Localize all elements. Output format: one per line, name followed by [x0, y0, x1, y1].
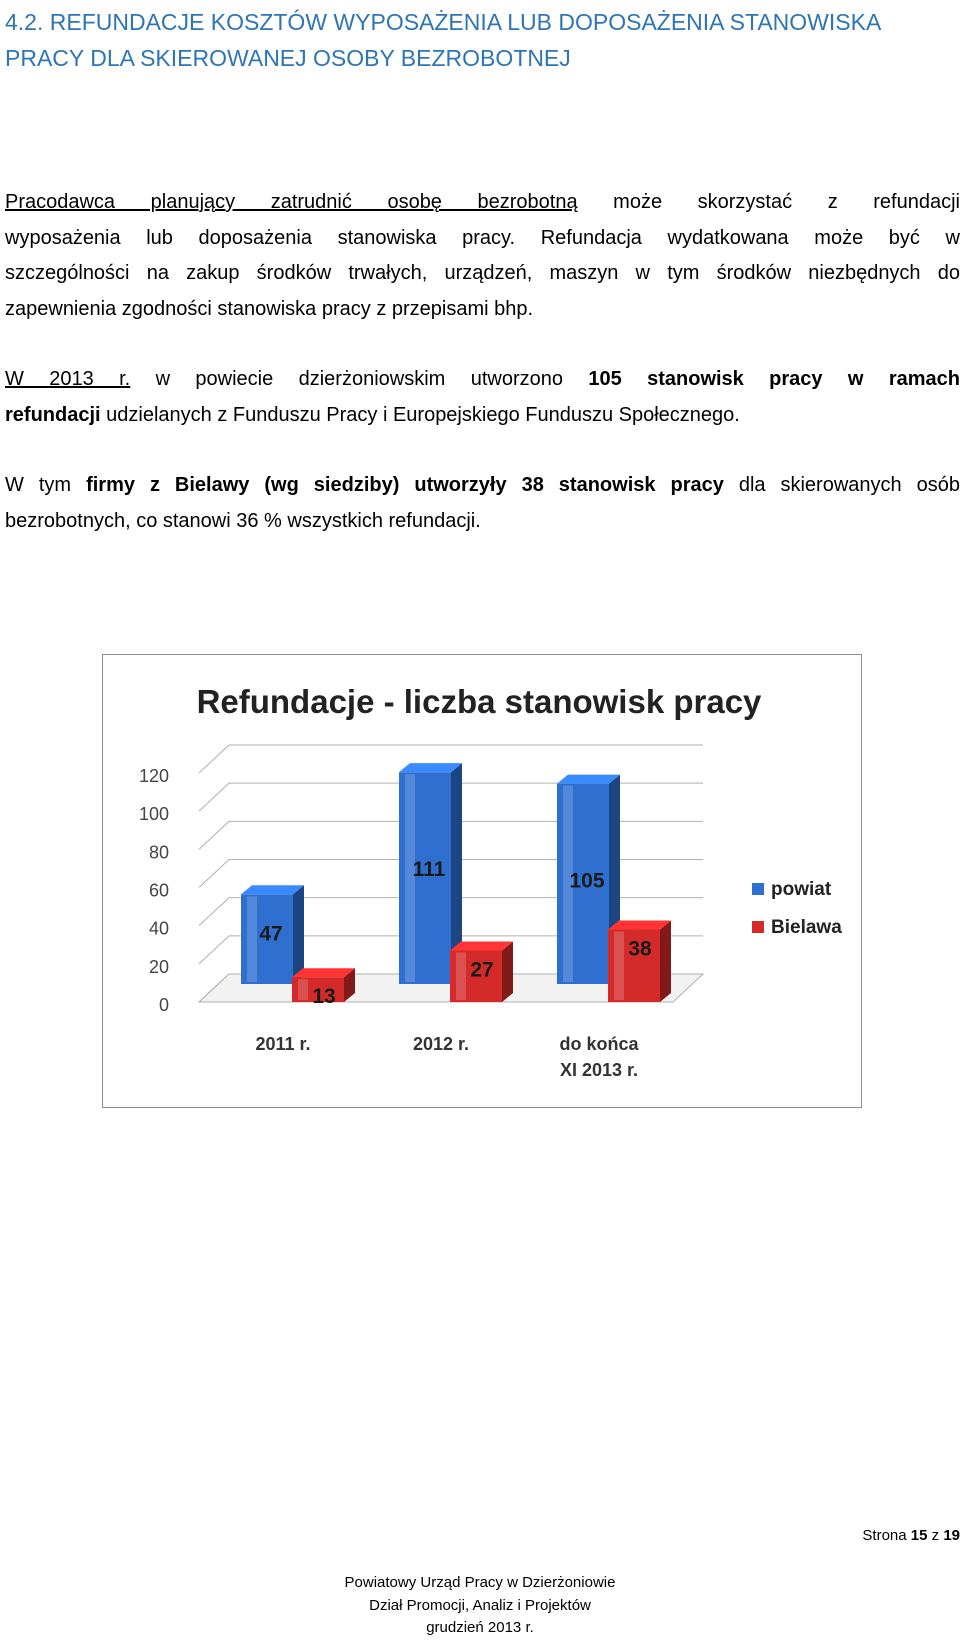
- page-number: [862, 1527, 960, 1544]
- chart-data-label: 47: [259, 922, 283, 946]
- chart-data-label: 27: [470, 958, 494, 982]
- chart-data-label: 13: [312, 985, 336, 1009]
- chart-bar-top-powiat-0: [241, 885, 304, 894]
- section-heading: [5, 4, 955, 76]
- footer-line-1: Powiatowy Urząd Pracy w Dzierżoniowie: [344, 1574, 616, 1591]
- chart-x-tick-label: do końca: [559, 1034, 639, 1054]
- page-number-total: 19: [943, 1527, 960, 1544]
- paragraph-2: [5, 362, 960, 433]
- chart-legend-label: powiat: [771, 879, 832, 900]
- chart-x-tick-label: 2012 r.: [412, 1034, 470, 1054]
- chart-title: Refundacje - liczba stanowisk pracy: [196, 683, 762, 720]
- p2-bold-2: refundacji: [5, 403, 101, 426]
- page-number-current: 15: [910, 1527, 928, 1544]
- chart-gridline-side: [199, 898, 229, 926]
- chart-legend-swatch-Bielawa: [752, 921, 764, 933]
- chart-gridline-side: [199, 860, 229, 888]
- chart-data-label: 111: [412, 858, 446, 882]
- p2-year-text: W 2013 r.: [5, 368, 131, 390]
- chart-bar-top-powiat-1: [399, 763, 462, 772]
- chart-bar-shine-Bielawa-0: [298, 979, 308, 1000]
- paragraph-3: [5, 468, 960, 539]
- chart-bar-side-Bielawa-1: [502, 941, 513, 1002]
- chart-y-tick-label: 20: [148, 956, 169, 977]
- p1-line-2: wyposażenia lub doposażenia stanowiska pracy. Refundacja wydatkowana może być w: [5, 226, 960, 249]
- chart-y-tick-label: 120: [138, 766, 169, 786]
- chart-y-tick-label: 40: [148, 918, 169, 939]
- p2-line-2: [5, 398, 960, 434]
- chart-bar-shine-Bielawa-1: [456, 952, 466, 1000]
- p3-line-1: [5, 468, 960, 504]
- page-footer: [0, 1572, 960, 1640]
- chart-x-tick-label: 2011 r.: [255, 1034, 311, 1054]
- p3-text-c: dla skierowanych osób: [723, 474, 960, 496]
- chart-legend-swatch-powiat: [752, 883, 764, 895]
- chart-bar-top-Bielawa-0: [292, 968, 355, 977]
- p1-underlined-text: Pracodawca planujący zatrudnić osobę bezrobotną: [5, 191, 578, 213]
- chart-bar-shine-powiat-0: [247, 896, 257, 982]
- p1-line-1-rest: może skorzystać z refundacji: [577, 191, 960, 213]
- chart-y-tick-label: 0: [158, 995, 169, 1015]
- chart-bar-top-Bielawa-1: [450, 941, 513, 950]
- page-number-sep: z: [931, 1527, 940, 1544]
- paragraph-1: [5, 185, 960, 327]
- p2-bold-1: 105 stanowisk pracy w ramach: [588, 368, 960, 390]
- chart-frame: [102, 654, 862, 1108]
- chart-gridline-side: [199, 745, 229, 773]
- chart-bar-side-Bielawa-2: [660, 920, 671, 1002]
- chart-svg: [103, 655, 860, 1106]
- chart-gridline-side: [199, 936, 229, 964]
- footer-line-2: Dział Promocji, Analiz i Projektów: [369, 1596, 591, 1614]
- heading-line-2: PRACY DLA SKIEROWANEJ OSOBY BEZROBOTNEJ: [5, 45, 571, 71]
- page-number-label: Strona: [862, 1527, 907, 1544]
- p3-bold: firmy z Bielawy (wg siedziby) utworzyły 38 stanowisk pracy: [86, 474, 724, 496]
- footer-line-3: grudzień 2013 r.: [426, 1619, 534, 1636]
- chart-gridline-side: [199, 783, 229, 811]
- p3-text-a: W tym: [5, 474, 87, 496]
- chart-data-label: 38: [628, 937, 652, 961]
- chart-data-label: 105: [569, 869, 605, 893]
- p3-line-2: bezrobotnych, co stanowi 36 % wszystkich refundacji.: [5, 509, 481, 532]
- chart-bar-top-powiat-2: [557, 775, 620, 784]
- p2-text-c: udzielanych z Funduszu Pracy i Europejskiego Funduszu Społecznego.: [100, 403, 740, 426]
- p2-line-1: [5, 362, 960, 398]
- chart-legend-label: Bielawa: [771, 917, 842, 938]
- chart-gridline-side: [199, 821, 229, 849]
- p1-line-4: zapewnienia zgodności stanowiska pracy z przepisami bhp.: [5, 297, 534, 320]
- chart-bar-shine-Bielawa-2: [614, 931, 624, 1000]
- chart-y-tick-label: 80: [148, 842, 169, 863]
- heading-line-1: 4.2. REFUNDACJE KOSZTÓW WYPOSAŻENIA LUB DOPOSAŻENIA STANOWISKA: [5, 9, 882, 35]
- chart-bar-top-Bielawa-2: [608, 920, 671, 929]
- p2-text-a: w powiecie dzierżoniowskim utworzono: [130, 368, 589, 390]
- p1-line-3: szczególności na zakup środków trwałych, urządzeń, maszyn w tym środków niezbędnych do: [5, 262, 960, 284]
- chart-y-tick-label: 60: [148, 880, 169, 901]
- chart-y-tick-label: 100: [138, 804, 169, 825]
- chart-x-tick-label: XI 2013 r.: [559, 1060, 639, 1080]
- p1-line-1: [5, 185, 960, 221]
